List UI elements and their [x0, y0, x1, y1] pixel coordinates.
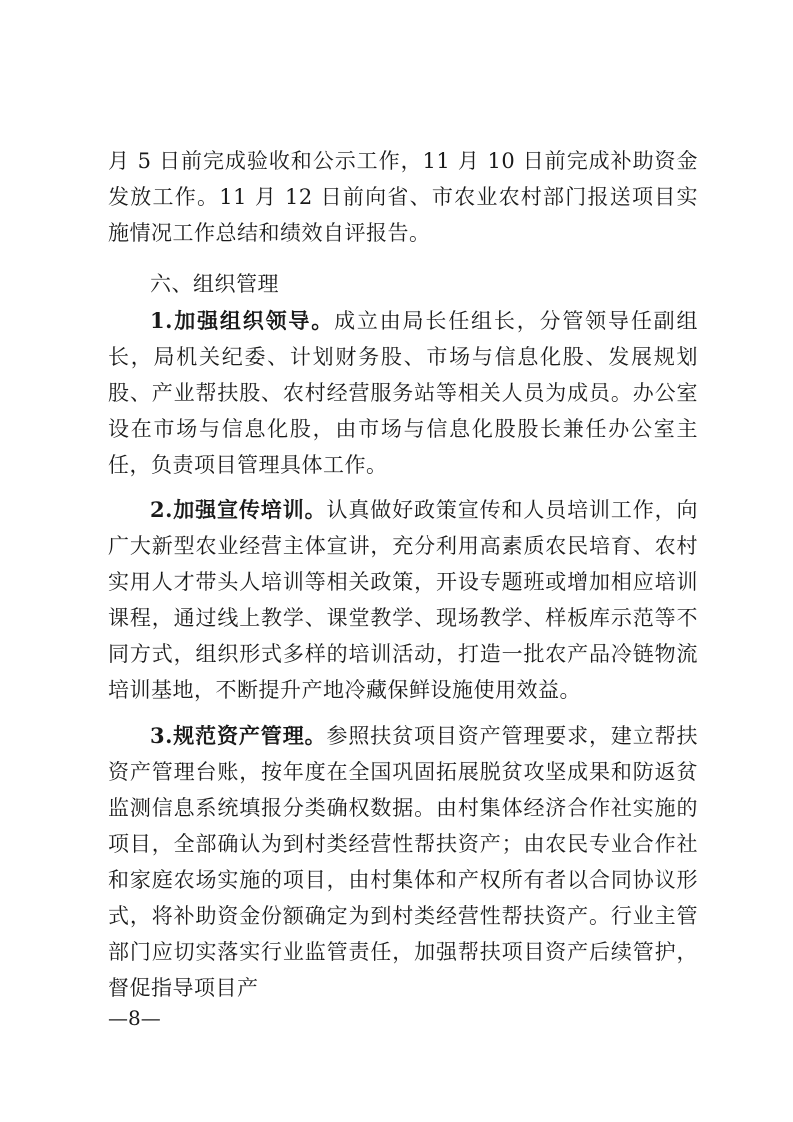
paragraph-lead: 1.加强组织领导。	[150, 308, 335, 333]
paragraph-body: 认真做好政策宣传和人员培训工作，向广大新型农业经营主体宣讲，充分利用高素质农民培育、农村实用人才带头人培训等相关政策，开设专题班或增加相应培训课程，通过线上教学、课堂教学、现场教学、样板库示范等不同方式，组织形式多样的培训活动，打造一批农产品冷链物流培训基地，不断提升产地冷藏保鲜设施使用效益。	[108, 498, 698, 702]
paragraph-organization-leadership	[108, 303, 698, 483]
page-number: —8—	[108, 1006, 161, 1030]
paragraph-body: 成立由局长任组长，分管领导任副组长，局机关纪委、计划财务股、市场与信息化股、发展规划股、产业帮扶股、农村经营服务站等相关人员为成员。办公室设在市场与信息化股，由市场与信息化股股长兼任办公室主任，负责项目管理具体工作。	[108, 309, 698, 477]
section-heading: 六、组织管理	[150, 272, 279, 296]
paragraph-lead: 3.规范资产管理。	[150, 723, 327, 748]
paragraph-asset-management	[108, 718, 698, 1006]
continuation-text: 月 5 日前完成验收和公示工作，11 月 10 日前完成补助资金发放工作。11 月 12 日前向省、市农业农村部门报送项目实施情况工作总结和绩效自评报告。	[108, 149, 698, 245]
continuation-paragraph	[108, 143, 698, 251]
paragraph-body: 参照扶贫项目资产管理要求，建立帮扶资产管理台账，按年度在全国巩固拓展脱贫攻坚成果和防返贫监测信息系统填报分类确权数据。由村集体经济合作社实施的项目，全部确认为到村类经营性帮扶资产；由农民专业合作社和家庭农场实施的项目，由村集体和产权所有者以合同协议形式，将补助资金份额确定为到村类经营性帮扶资产。行业主管部门应切实落实行业监管责任，加强帮扶项目资产后续管护，督促指导项目产	[108, 724, 698, 1000]
paragraph-publicity-training	[108, 492, 698, 708]
paragraph-lead: 2.加强宣传培训。	[150, 497, 327, 522]
